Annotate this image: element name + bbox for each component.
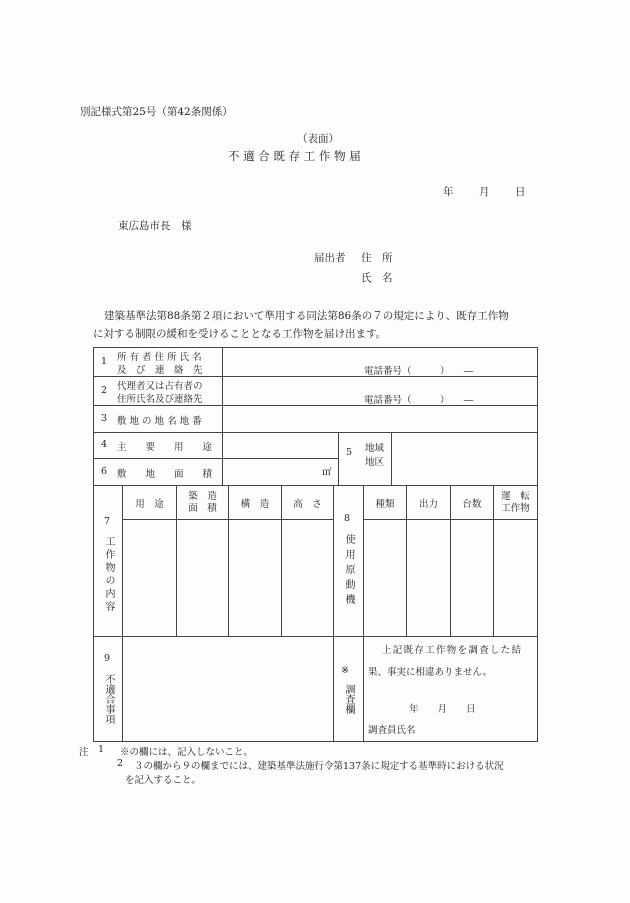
phone-label: 電話番号（ ） ― xyxy=(364,366,474,377)
row-number: 8 xyxy=(344,513,351,524)
intro-line-1: 建築基準法第88条第２項において準用する同法第86条の７の規定により、既存工作物 xyxy=(104,310,509,322)
notifier-address: 住 所 xyxy=(361,252,393,264)
document-title: 不 適 合 既 存 工 作 物 届 xyxy=(228,149,361,163)
form-number: 別記様式第25号（第42条関係） xyxy=(80,106,233,118)
row-label: 代理者又は占有者の xyxy=(117,381,203,392)
notifier-name: 氏 名 xyxy=(361,272,393,284)
nonconformity-input[interactable] xyxy=(123,637,333,741)
row-number: 4 xyxy=(101,439,108,450)
output-input[interactable] xyxy=(407,520,450,636)
note-text: を記入すること。 xyxy=(125,775,202,786)
row-number: 6 xyxy=(101,466,108,477)
column-header-use: 用 途 xyxy=(135,498,164,510)
row-number: 2 xyxy=(101,385,108,396)
row-number: 5 xyxy=(346,447,353,458)
structure-input[interactable] xyxy=(229,520,281,636)
driven-structure-input[interactable] xyxy=(494,520,537,636)
date-month: 月 xyxy=(479,186,490,198)
intro-line-2: に対する制限の緩和を受けることとなる工作物を届け出ます。 xyxy=(93,328,387,340)
built-area-input[interactable] xyxy=(177,520,228,636)
row-label: 及 び 連 絡 先 xyxy=(117,365,203,376)
row-label: 住所氏名及び連絡先 xyxy=(117,394,203,405)
note-text: ※の欄には、記入しないこと。 xyxy=(120,747,254,758)
row-label: 地域 xyxy=(365,443,385,454)
survey-text-2: 果、事実に相違ありません。 xyxy=(368,667,493,678)
note-text: ３の欄から９の欄までには、建築基準法施行令第137条に規定する基準時における状況 xyxy=(134,761,504,772)
row-number: 9 xyxy=(104,653,111,664)
site-address-input[interactable] xyxy=(223,406,537,432)
row-label: 地区 xyxy=(365,457,385,468)
site-area-input[interactable] xyxy=(223,459,338,485)
main-use-input[interactable] xyxy=(223,433,338,458)
survey-mark: ※ xyxy=(341,665,349,676)
column-header-driven-structure: 運 転 工作物 xyxy=(501,490,530,514)
survey-text-1: 上記既存工作物を調査した結 xyxy=(382,645,523,656)
row-label: 不適合事項 xyxy=(103,674,114,724)
addressee: 東広島市長 様 xyxy=(118,220,192,232)
row-label: 工作物の内容 xyxy=(103,536,114,614)
row-label: 使用原動機 xyxy=(343,534,354,609)
column-header-built-area: 築 造 面 積 xyxy=(188,490,217,514)
column-header-structure: 構 造 xyxy=(240,498,270,510)
phone-label: 電話番号（ ） ― xyxy=(364,395,474,406)
notifier-label: 届出者 xyxy=(314,252,346,264)
column-header-count: 台数 xyxy=(462,498,482,510)
row-label: 所 有 者 住 所 氏 名 xyxy=(117,352,202,363)
row-number: 1 xyxy=(101,356,108,367)
survey-label: 調査欄 xyxy=(343,684,354,714)
use-input[interactable] xyxy=(123,520,176,636)
zone-input[interactable] xyxy=(392,433,537,485)
column-header-height: 高 さ xyxy=(293,498,322,510)
note-number: 1 xyxy=(98,744,105,755)
column-header-output: 出力 xyxy=(418,498,438,510)
note-number: 2 xyxy=(117,758,124,769)
side-label: （表面） xyxy=(297,133,339,145)
unit-sqm: ㎡ xyxy=(322,467,332,478)
row-label: 敷 地 の 地 名 地 番 xyxy=(117,416,202,427)
column-header-type: 種類 xyxy=(375,498,395,510)
row-label: 敷 地 面 積 xyxy=(117,469,213,480)
row-number: 3 xyxy=(101,413,108,424)
inspector-name-label: 調査員氏名 xyxy=(368,725,416,736)
notes-label: 注 xyxy=(79,747,89,758)
count-input[interactable] xyxy=(451,520,493,636)
date-day: 日 xyxy=(515,186,526,198)
survey-date: 年 月 日 xyxy=(409,704,476,715)
height-input[interactable] xyxy=(282,520,333,636)
row-label: 主 要 用 途 xyxy=(117,442,213,453)
row-number: 7 xyxy=(104,516,111,527)
type-input[interactable] xyxy=(364,520,406,636)
date-year: 年 xyxy=(443,186,454,198)
